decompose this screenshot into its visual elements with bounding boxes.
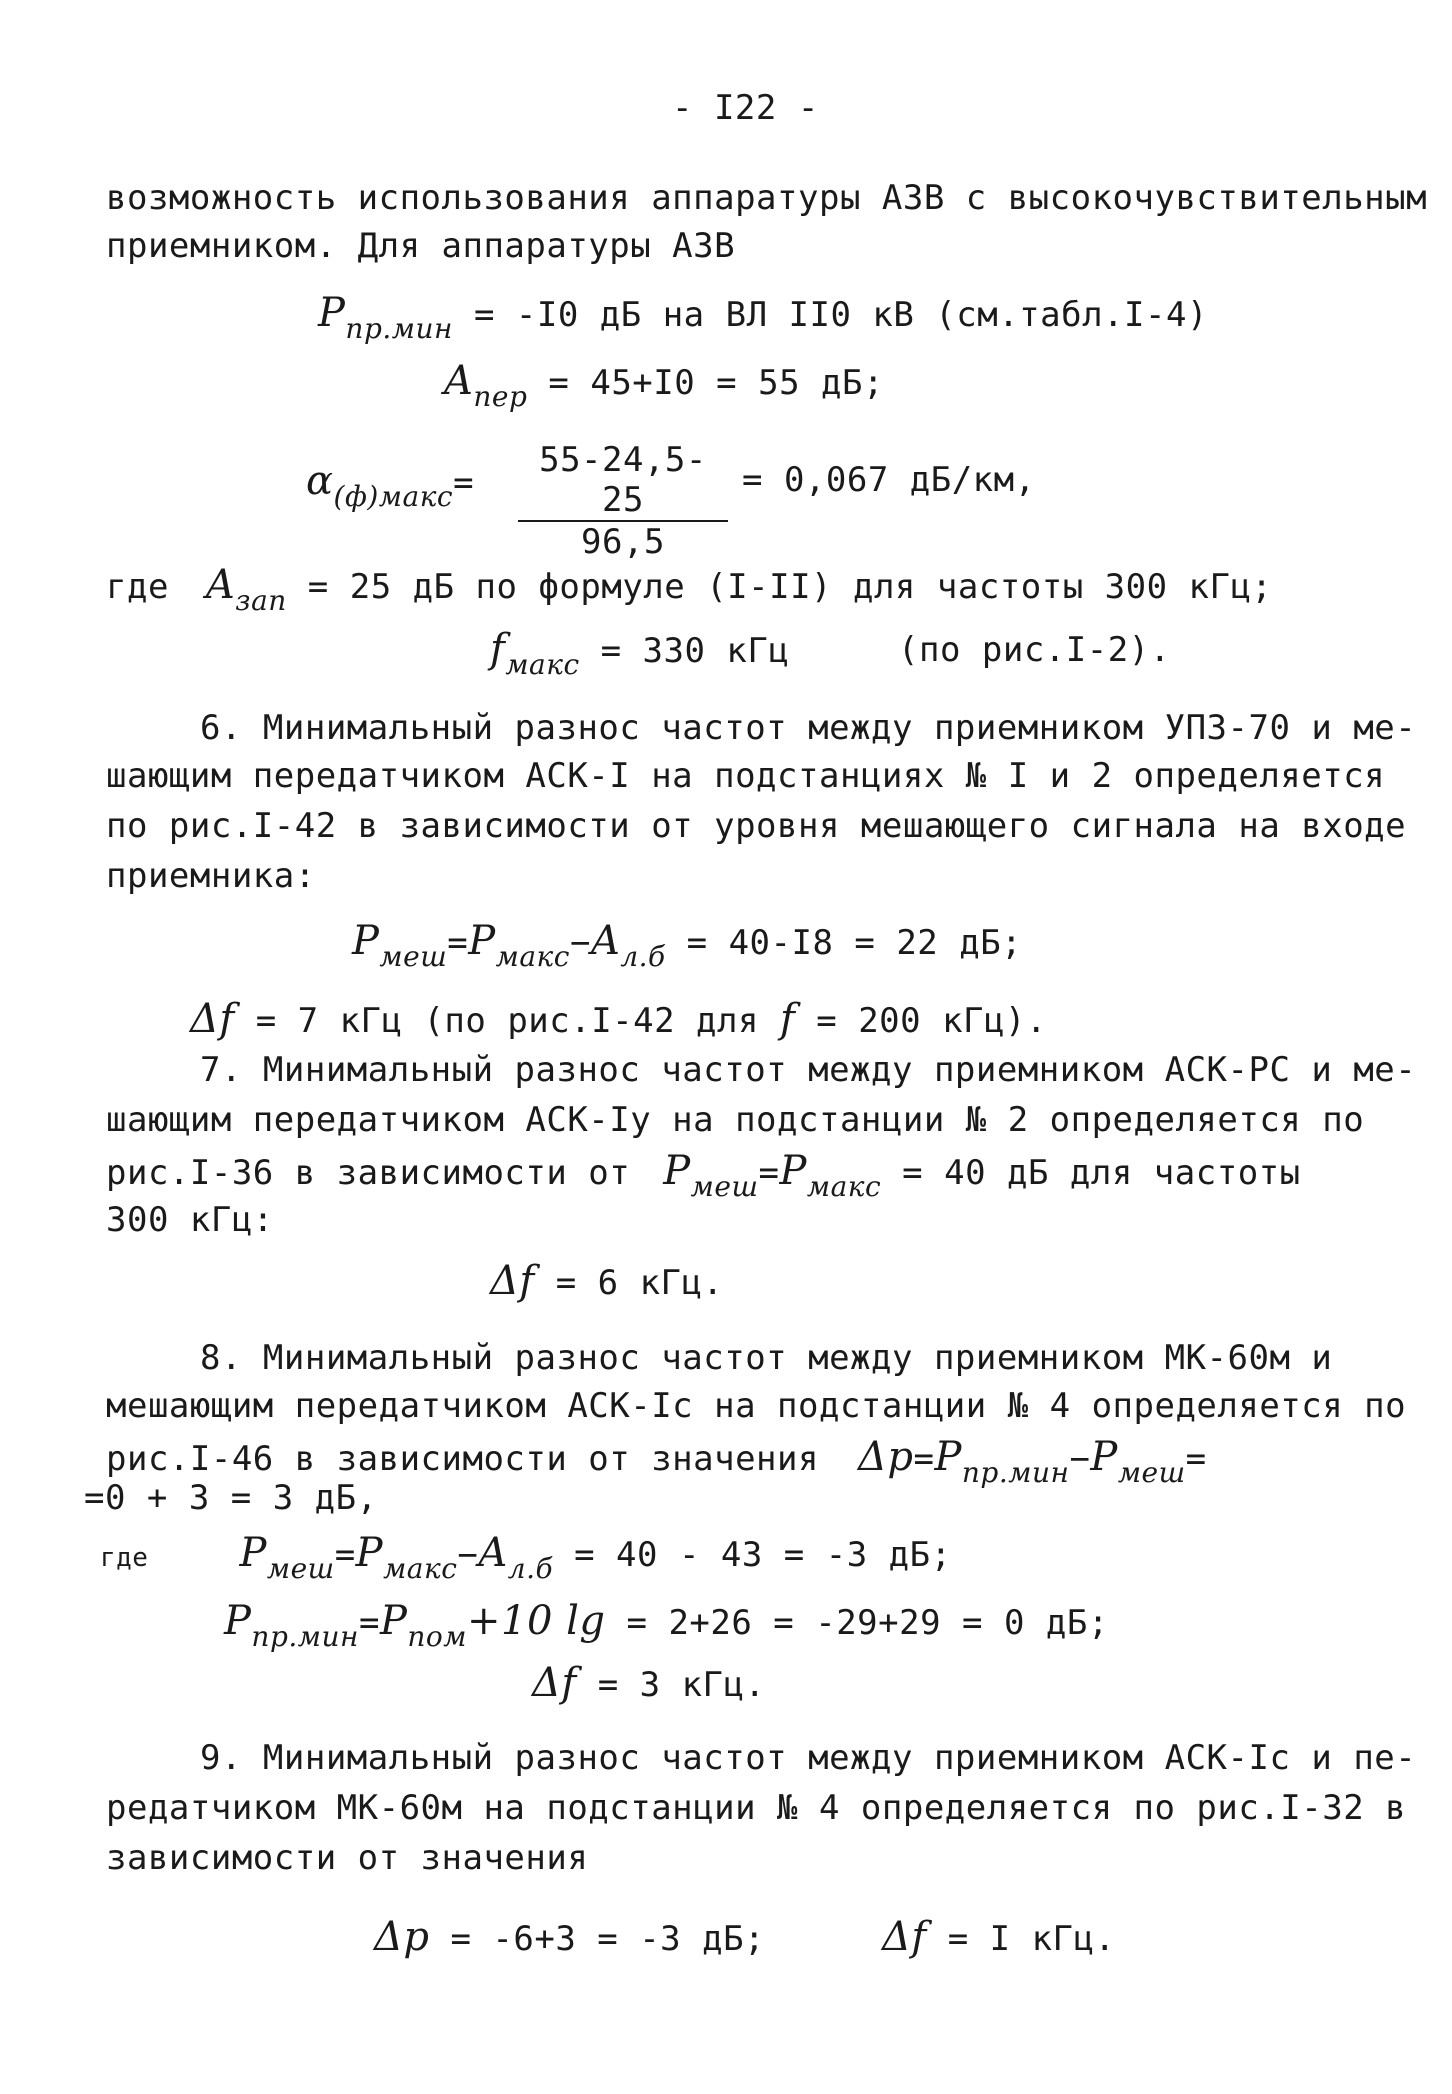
- equation-p-mesh-8: [100, 1530, 952, 1585]
- eq6-eqsign: =: [447, 923, 469, 963]
- eq8b-s2: пом: [407, 1620, 467, 1653]
- p8-line-3-text-a: рис.I-46 в зависимости от значения: [106, 1439, 819, 1479]
- p7-s2: макс: [806, 1170, 882, 1203]
- where-a-zap: [106, 562, 1273, 617]
- p7-line-1: 7. Минимальный разнос частот между приемником АСК-РС и ме-: [200, 1050, 1417, 1090]
- p8-s2: меш: [1117, 1456, 1186, 1489]
- eq8a-prefix: где: [100, 1543, 149, 1573]
- p8-line-4: =0 + 3 = 3 дБ,: [84, 1478, 378, 1518]
- eq6-minus: −: [569, 923, 591, 963]
- fmax-symbol: f: [490, 626, 506, 672]
- p8-line-2: мешающим передатчиком АСК-Iс на подстанции № 4 определяется по: [106, 1386, 1407, 1426]
- eq1-subscript: пр.мин: [345, 312, 453, 345]
- df8-delta: Δf: [532, 1660, 577, 1706]
- p9-line-2: редатчиком МК-60м на подстанции № 4 определяется по рис.I-32 в: [106, 1788, 1407, 1828]
- delta-f-6: [190, 996, 1047, 1042]
- p7-line-3-text-b: = 40 дБ для частоты: [902, 1153, 1301, 1193]
- p8-eq: =: [913, 1439, 935, 1479]
- eq2-rhs: = 45+I0 = 55 дБ;: [548, 363, 884, 403]
- eq1-symbol: P: [318, 290, 346, 336]
- eq8b-p1: P: [224, 1598, 252, 1644]
- where1-subscript: зап: [235, 584, 287, 617]
- p7-eq: =: [758, 1153, 780, 1193]
- p7-line-2: шающим передатчиком АСК-Iу на подстанции № 2 определяется по: [106, 1100, 1365, 1140]
- p8-line-3: [106, 1434, 1207, 1489]
- p7-p1: P: [663, 1148, 691, 1194]
- p8-eq2: =: [1185, 1439, 1207, 1479]
- eq6-p2: P: [468, 918, 496, 964]
- equation-f-max: [490, 626, 790, 681]
- eq8a-p3: A: [478, 1530, 508, 1576]
- eq3-subscript: (ф)макс: [333, 480, 454, 513]
- eq6-s3: л.б: [620, 940, 666, 973]
- p9-line-3: зависимости от значения: [106, 1838, 589, 1878]
- p6-line-4: приемника:: [106, 856, 316, 896]
- eq2-symbol: A: [444, 358, 474, 404]
- df6-rhs: = 7 кГц (по рис.I-42 для: [255, 1001, 759, 1041]
- eq1-rhs: = -I0 дБ на ВЛ II0 кВ (см.табл.I-4): [473, 295, 1208, 335]
- eq8a-s3: л.б: [507, 1552, 554, 1585]
- eq2-subscript: пер: [473, 380, 528, 413]
- eq8a-eqsign: =: [334, 1535, 356, 1575]
- df6-rhs2: = 200 кГц).: [816, 1001, 1047, 1041]
- eq6-p1: P: [352, 918, 380, 964]
- eq3-fraction: [518, 440, 728, 562]
- p7-p2: P: [779, 1148, 807, 1194]
- df6-f: f: [779, 996, 796, 1042]
- df8-rhs: = 3 кГц.: [597, 1665, 766, 1705]
- eq3-rhs: = 0,067 дБ/км,: [742, 460, 1036, 500]
- eq6-s2: макс: [495, 940, 570, 973]
- delta-f-7: [490, 1258, 723, 1304]
- eq8b-s1: пр.мин: [251, 1620, 359, 1653]
- p9-line-1: 9. Минимальный разнос частот между приемником АСК-Iс и пе-: [200, 1738, 1417, 1778]
- equation-alpha-max: [306, 458, 475, 513]
- p6-line-1: 6. Минимальный разнос частот между приемником УПЗ-70 и ме-: [200, 708, 1417, 748]
- df6-delta: Δf: [190, 996, 235, 1042]
- p6-line-2: шающим передатчиком АСК-I на подстанциях № I и 2 определяется: [106, 756, 1386, 796]
- where1-rhs: = 25 дБ по формуле (I-II) для частоты 300 кГц;: [307, 567, 1273, 607]
- p8-p1: P: [934, 1434, 962, 1480]
- intro-line-2: приемником. Для аппаратуры АЗВ: [106, 226, 736, 266]
- fmax-rhs: = 330 кГц: [600, 631, 790, 671]
- eq8b-plus: +10 lg: [467, 1598, 606, 1644]
- eq3-numerator: 55-24,5-25: [518, 440, 728, 522]
- equation-p-mesh: [352, 918, 1023, 973]
- where1-prefix: где: [106, 567, 169, 607]
- eq9-delta-p: Δp: [374, 1914, 430, 1960]
- eq6-s1: меш: [379, 940, 448, 973]
- fmax-reference: (по рис.I-2).: [898, 630, 1171, 670]
- eq3-symbol: α: [306, 458, 334, 504]
- eq6-rhs: = 40-I8 = 22 дБ;: [686, 923, 1023, 963]
- where1-symbol: A: [205, 562, 236, 608]
- equation-p-pr-min: [318, 290, 1208, 345]
- eq9-delta-f: Δf: [882, 1914, 927, 1960]
- equation-delta-f-9: [882, 1914, 1115, 1960]
- equation-delta-p-9: [374, 1914, 765, 1960]
- eq8b-eqsign: =: [358, 1603, 380, 1643]
- equation-a-per: [444, 358, 884, 413]
- p8-line-1: 8. Минимальный разнос частот между приемником МК-60м и: [200, 1338, 1333, 1378]
- p8-p2: P: [1090, 1434, 1118, 1480]
- intro-line-1: возможность использования аппаратуры АЗВ с высокочувствительным: [106, 178, 1428, 218]
- p8-minus: −: [1069, 1439, 1091, 1479]
- fmax-subscript: макс: [505, 648, 580, 681]
- p7-line-3: [106, 1148, 1301, 1203]
- p6-line-3: по рис.I-42 в зависимости от уровня мешающего сигнала на входе: [106, 806, 1407, 846]
- p8-delta: Δp: [857, 1434, 914, 1480]
- df7-delta: Δf: [490, 1258, 535, 1304]
- eq9-rhs1: = -6+3 = -3 дБ;: [450, 1919, 766, 1959]
- eq8a-rhs: = 40 - 43 = -3 дБ;: [574, 1535, 952, 1575]
- df7-rhs: = 6 кГц.: [555, 1263, 724, 1303]
- eq8a-s1: меш: [266, 1552, 335, 1585]
- p7-line-3-text-a: рис.I-36 в зависимости от: [106, 1153, 631, 1193]
- eq3-denominator: 96,5: [581, 522, 665, 562]
- p7-s1: меш: [690, 1170, 759, 1203]
- eq8a-p1: P: [239, 1530, 267, 1576]
- page-number: - I22 -: [672, 88, 819, 128]
- eq8b-p2: P: [379, 1598, 408, 1644]
- eq9-rhs2: = I кГц.: [947, 1919, 1116, 1959]
- eq6-p3: A: [590, 918, 621, 964]
- p8-s1: пр.мин: [961, 1456, 1070, 1489]
- delta-f-8: [532, 1660, 765, 1706]
- eq8a-minus: −: [457, 1535, 479, 1575]
- equation-p-pr-min-8: [224, 1598, 1109, 1653]
- eq8a-p2: P: [355, 1530, 384, 1576]
- p7-line-4: 300 кГц:: [106, 1200, 274, 1240]
- eq8b-rhs: = 2+26 = -29+29 = 0 дБ;: [626, 1603, 1109, 1643]
- eq3-equals: =: [453, 463, 475, 503]
- eq8a-s2: макс: [383, 1552, 458, 1585]
